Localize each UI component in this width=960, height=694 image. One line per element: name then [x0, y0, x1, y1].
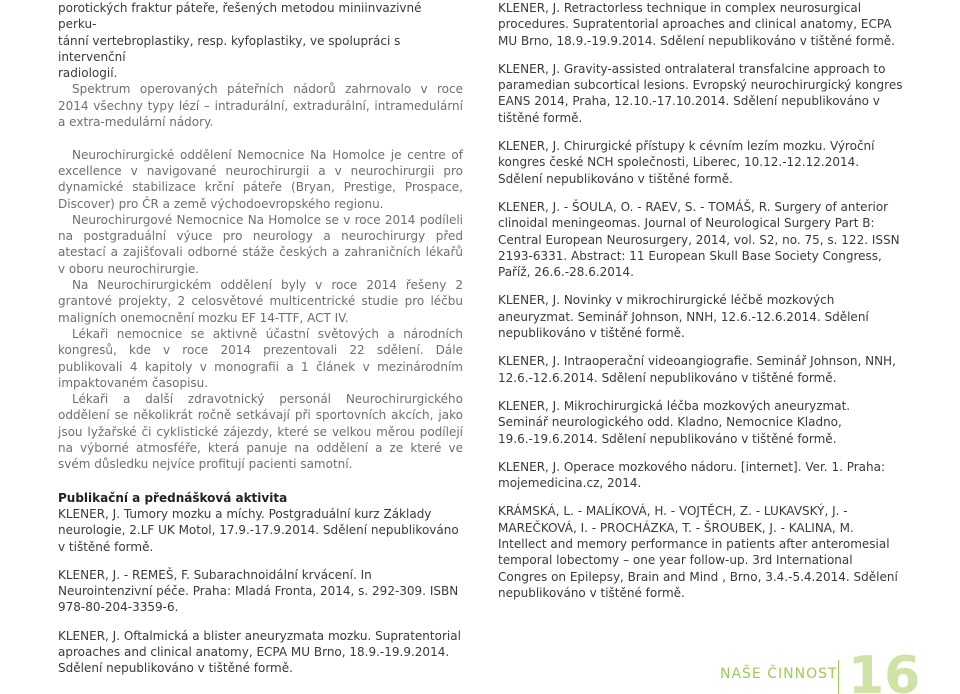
- footer-divider: [838, 660, 839, 694]
- publication-entry: KLENER, J. Oftalmická a blister aneuryzmata mozku. Supratentorial aproaches and clinical anatomy, ECPA MU Brno, 18.9.-19.9.2014. Sdělení nepublikováno v tištěné formě.: [58, 628, 461, 676]
- publication-entry: KLENER, J. Intraoperační videoangiografie. Seminář Johnson, NNH, 12.6.-12.6.2014. Sdělení nepublikováno v tištěné formě.: [498, 354, 896, 385]
- section-label: NAŠE ČINNOST: [720, 666, 838, 682]
- right-column: [498, 0, 903, 601]
- body-paragraph: Neurochirurgické oddělení Nemocnice Na Homolce je centre of excellence v navigované neurochirurgii a v neurochirurgii pro dynamické stabilizace krční páteře (Bryan, Prestige, Prospace, Discover) pro ČR a země východoevropského regionu.: [58, 147, 463, 211]
- publication-entry: KLENER, J. Operace mozkového nádoru. [internet]. Ver. 1. Praha: mojemedicina.cz, 2014.: [498, 459, 886, 491]
- publication-entry: KLENER, J. Retractorless technique in complex neurosurgical procedures. Supratentorial aproaches and clinical anatomy, ECPA MU Brno, 18.9.-19.9.2014. Sdělení nepublikováno v tištěné formě.: [498, 1, 895, 48]
- publication-entry: KLENER, J. - REMEŠ, F. Subarachnoidální krvácení. In Neurointenzivní péče. Praha: Mladá Fronta, 2014, s. 292-309. ISBN 978-80-204-3359-6.: [58, 567, 459, 615]
- body-paragraph: Na Neurochirurgickém oddělení byly v roce 2014 řešeny 2 grantové projekty, 2 celosvětové multicentrické studie pro léčbu maligních onemocnění mozku EF 14-TTF, ACT IV.: [58, 278, 463, 325]
- intro-line: tánní vertebroplastiky, resp. kyfoplastiky, ve spolupráci s intervenční: [58, 33, 401, 64]
- publication-entry: KLENER, J. Novinky v mikrochirurgické léčbě mozkových aneuryzmat. Seminář Johnson, NNH, 12.6.-12.6.2014. Sdělení nepublikováno v tištěné formě.: [498, 293, 869, 341]
- page-footer: [720, 646, 960, 694]
- publication-entry: KLENER, J. Chirurgické přístupy k cévním lezím mozku. Výroční kongres české NCH společnosti, Liberec, 10.12.-12.12.2014. Sdělení nepublikováno v tištěné formě.: [498, 139, 875, 186]
- spectrum-paragraph: Spektrum operovaných páteřních nádorů zahrnovalo v roce 2014 všechny typy lézí – intradurální, extradurální, intramedulární a extra-medulární nádory.: [58, 82, 463, 130]
- intro-line: porotických fraktur páteře, řešených metodou miniinvazivné perku-: [58, 1, 422, 32]
- publication-entry: KRÁMSKÁ, L. - MALÍKOVÁ, H. - VOJTĚCH, Z. - LUKAVSKÝ, J. - MAREČKOVÁ, I. - PROCHÁZKA, T. - ŠROUBEK, J. - KALINA, M. Intellect and memory performance in patients after anteromesial temporal lobectomy – one year follow-up. 3rd International Congres on Epilepsy, Brain and Mind , Brno, 3.4.-5.4.2014. Sdělení nepublikováno v tištěné formě.: [498, 504, 898, 600]
- publication-entry: KLENER, J. Gravity-assisted ontralateral transfalcine approach to paramedian subcortical lesions. Evropský neurochirurgický kongres EANS 2014, Praha, 12.10.-17.10.2014. Sdělení nepublikováno v tištěné formě.: [498, 61, 903, 125]
- page-number: 16: [848, 646, 921, 694]
- body-paragraph: Lékaři nemocnice se aktivně účastní světových a národních kongresů, kde v roce 2014 prezentovali 22 sdělení. Dále publikovali 4 kapitoly v monografii a 1 článek v mezinárodním impaktovaném časopisu.: [58, 326, 463, 390]
- body-paragraph: Neurochirurgové Nemocnice Na Homolce se v roce 2014 podíleli na postgraduální výuce pro neurology a neurochirurgy před atestací a zajišťovali odborné stáže českých a zahraničních lékařů v oboru neurochirurgie.: [58, 212, 463, 276]
- publication-entry: KLENER, J. - ŠOULA, O. - RAEV, S. - TOMÁŠ, R. Surgery of anterior clinoidal meningeomas. Journal of Neurological Surgery Part B: Central European Neurosurgery, 2014, vol. S2, no. 75, s. 122. ISSN 2193-6331. Abstract: 11 European Skull Base Society Congress, Paříž, 26.6.-28.6.2014.: [498, 199, 900, 280]
- body-paragraph: Lékaři a další zdravotnický personál Neurochirurgického oddělení se několikrát ročně setkávají při sportovních akcích, jako jsou lyžařské či cyklistické zájezdy, které se velkou měrou podílejí na výborné atmosféře, která panuje na oddělení a ze které ve svém důsledku nejvíce profitují pacienti samotní.: [58, 392, 463, 472]
- intro-line: radiologií.: [58, 66, 118, 81]
- publication-entry: KLENER, J. Mikrochirurgická léčba mozkových aneuryzmat. Seminář neurologického odd. Kladno, Nemocnice Kladno, 19.6.-19.6.2014. Sdělení nepublikováno v tištěné formě.: [498, 398, 851, 446]
- publication-list-left: [58, 506, 463, 677]
- section-title: Publikační a přednášková aktivita: [58, 490, 288, 505]
- publication-entry: KLENER, J. Tumory mozku a míchy. Postgraduální kurz Základy neurologie, 2.LF UK Motol, 17.9.-17.9.2014. Sdělení nepublikováno v tištěné formě.: [58, 506, 459, 554]
- left-column: [58, 0, 463, 677]
